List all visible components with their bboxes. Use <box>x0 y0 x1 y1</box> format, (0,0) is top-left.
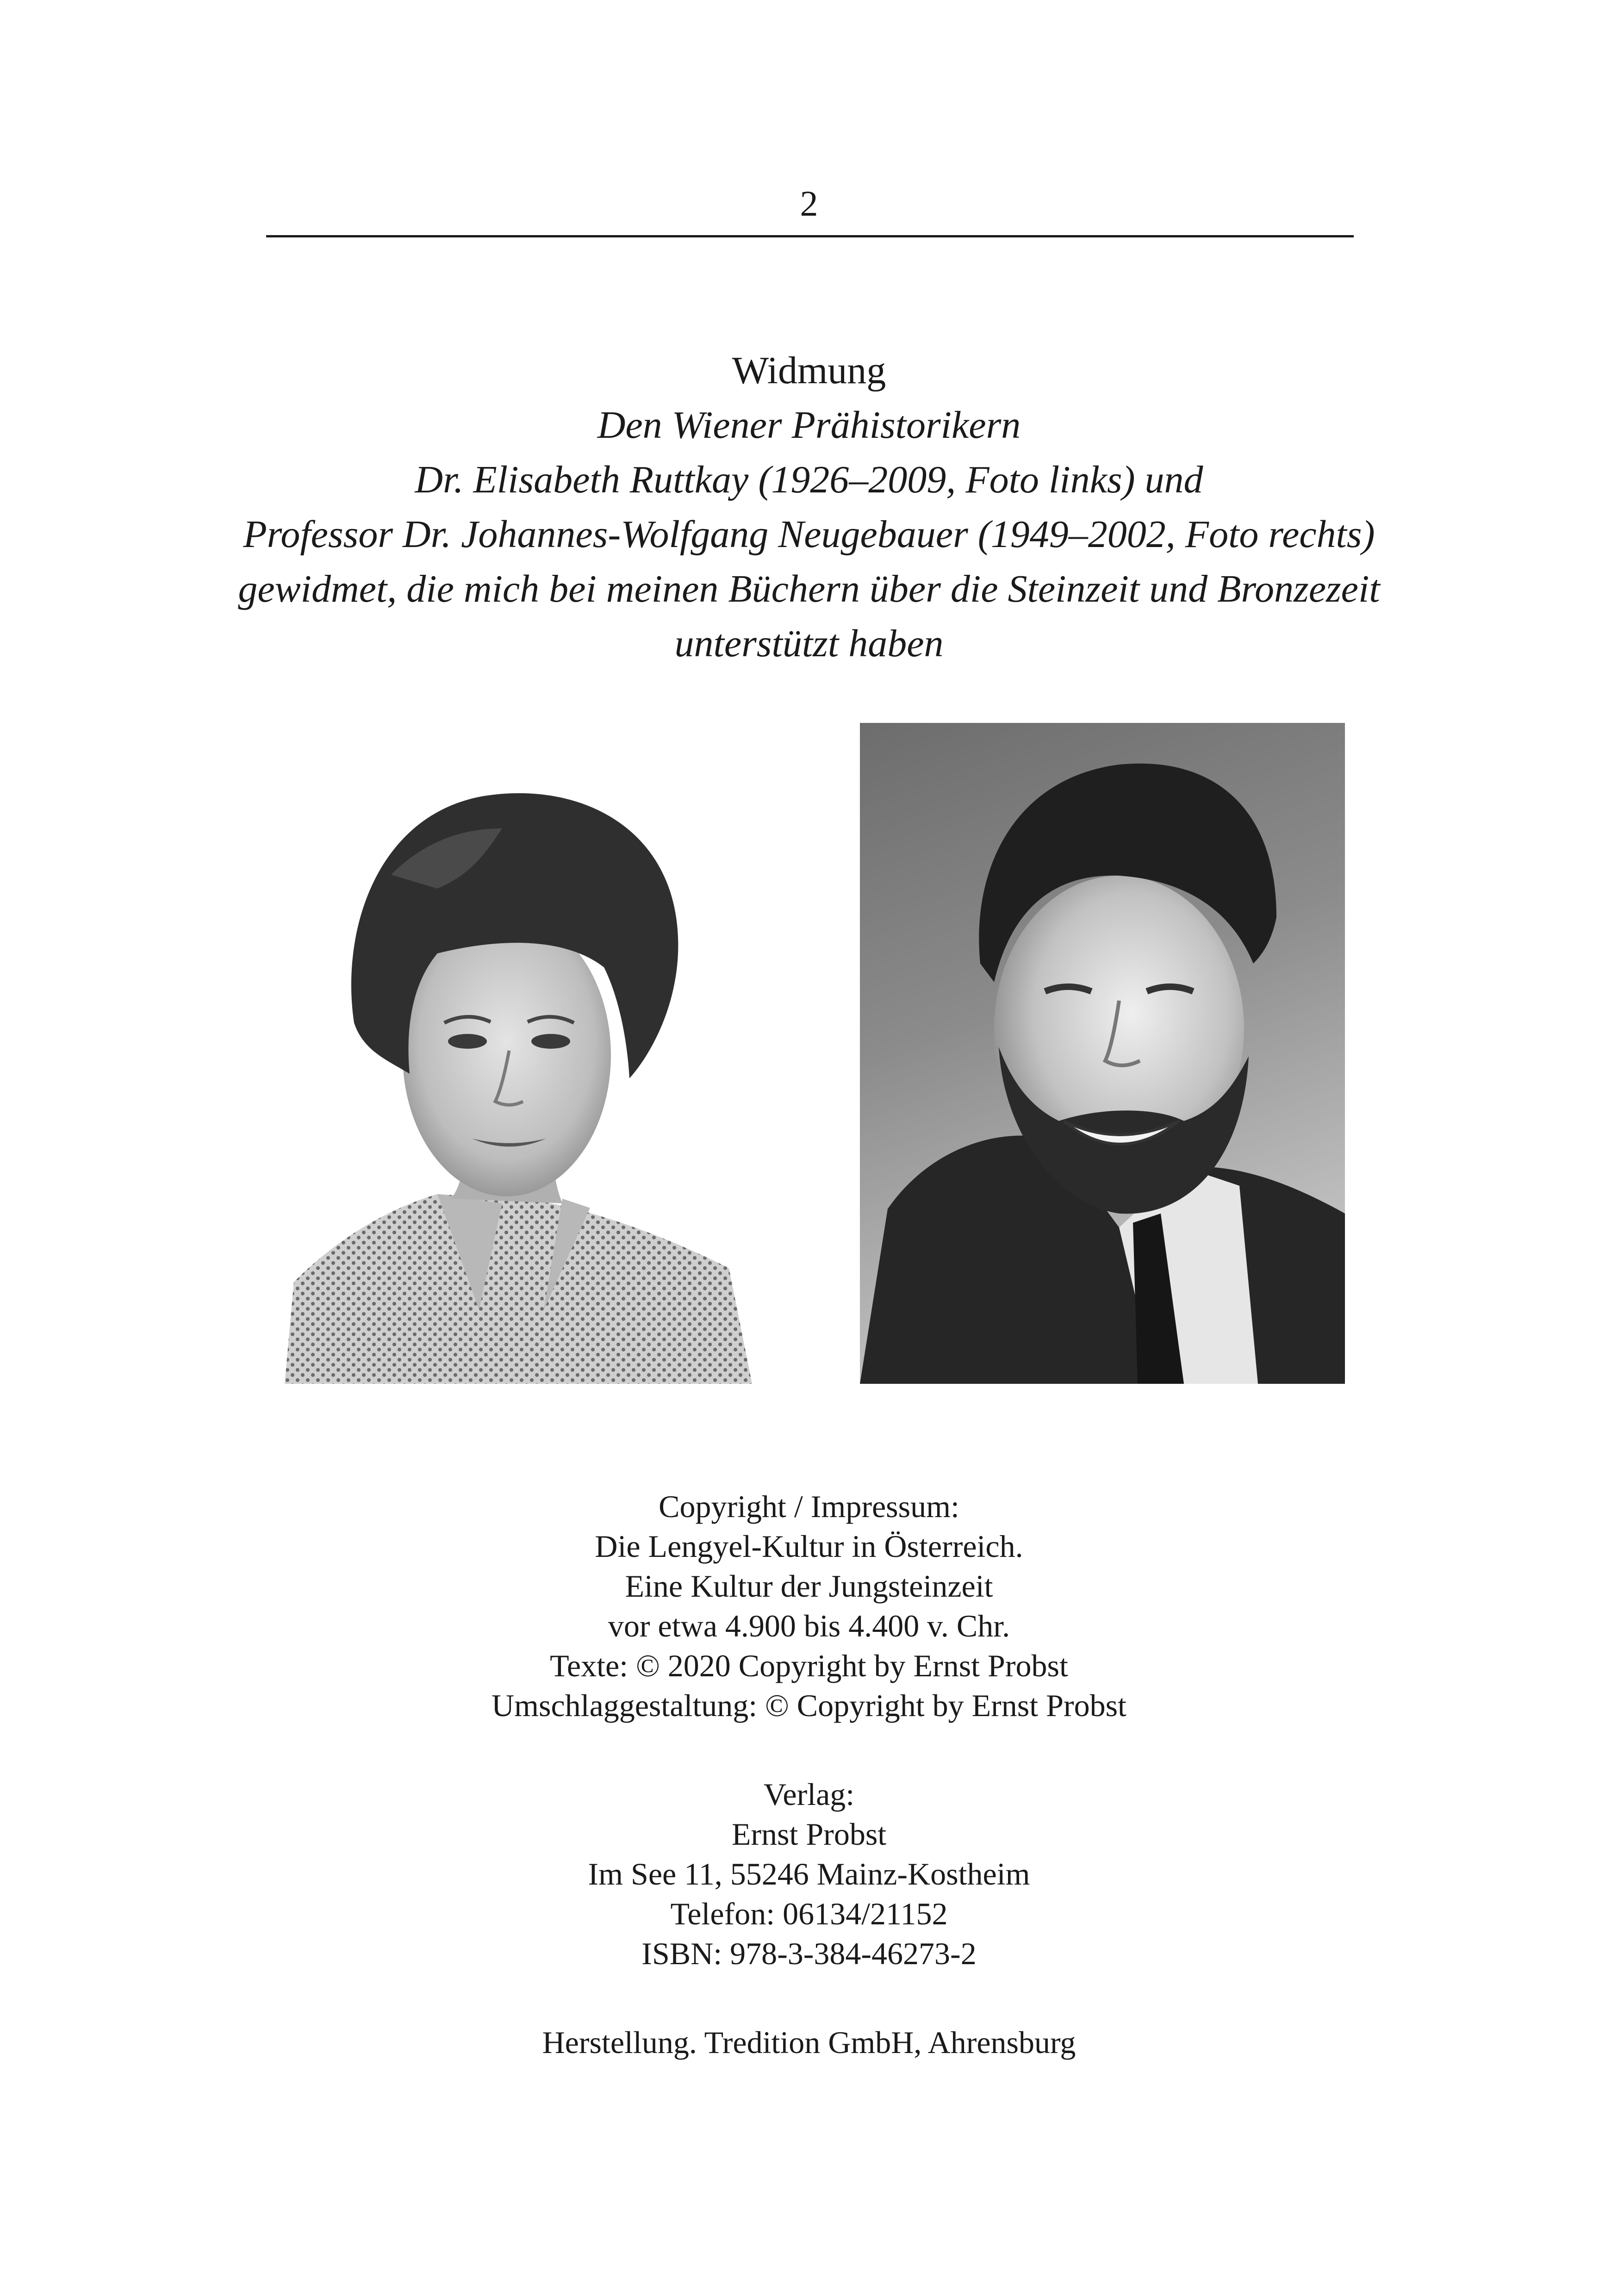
imprint-line: Umschlaggestaltung: © Copyright by Ernst Probst <box>492 1688 1126 1723</box>
publisher-line: Telefon: 06134/21152 <box>670 1896 948 1931</box>
portrait-woman-image <box>285 736 752 1384</box>
spacer <box>0 1973 1618 2013</box>
imprint-line: vor etwa 4.900 bis 4.400 v. Chr. <box>608 1608 1010 1643</box>
imprint-line: Copyright / Impressum: <box>659 1489 959 1524</box>
portrait-photo-left <box>285 736 752 1384</box>
imprint-line: Eine Kultur der Jungsteinzeit <box>625 1568 993 1604</box>
spacer <box>0 1725 1618 1765</box>
dedication-line: Professor Dr. Johannes-Wolfgang Neugebauer (1949–2002, Foto rechts) <box>243 513 1375 556</box>
publisher-line: Im See 11, 55246 Mainz-Kostheim <box>588 1856 1030 1892</box>
imprint-line: Texte: © 2020 Copyright by Ernst Probst <box>550 1648 1068 1683</box>
imprint <box>0 1487 1618 2062</box>
dedication <box>0 343 1618 671</box>
spacer <box>0 2013 1618 2022</box>
portrait-photo-right <box>860 723 1345 1384</box>
publisher-line: ISBN: 978-3-384-46273-2 <box>641 1936 977 1971</box>
imprint-line: Die Lengyel-Kultur in Österreich. <box>595 1529 1023 1564</box>
page-number: 2 <box>800 183 818 224</box>
publisher-line: Verlag: <box>763 1777 855 1812</box>
portrait-man-image <box>860 723 1345 1384</box>
spacer <box>0 1765 1618 1774</box>
publisher-line: Ernst Probst <box>731 1817 887 1852</box>
header-rule <box>266 235 1354 237</box>
dedication-heading: Widmung <box>732 349 886 392</box>
dedication-line: unterstützt haben <box>674 622 944 665</box>
production-line: Herstellung. Tredition GmbH, Ahrensburg <box>542 2025 1076 2060</box>
dedication-line: gewidmet, die mich bei meinen Büchern über die Steinzeit und Bronzezeit <box>238 567 1380 610</box>
dedication-line: Den Wiener Prähistorikern <box>597 404 1021 447</box>
dedication-line: Dr. Elisabeth Ruttkay (1926–2009, Foto links) und <box>415 458 1203 501</box>
